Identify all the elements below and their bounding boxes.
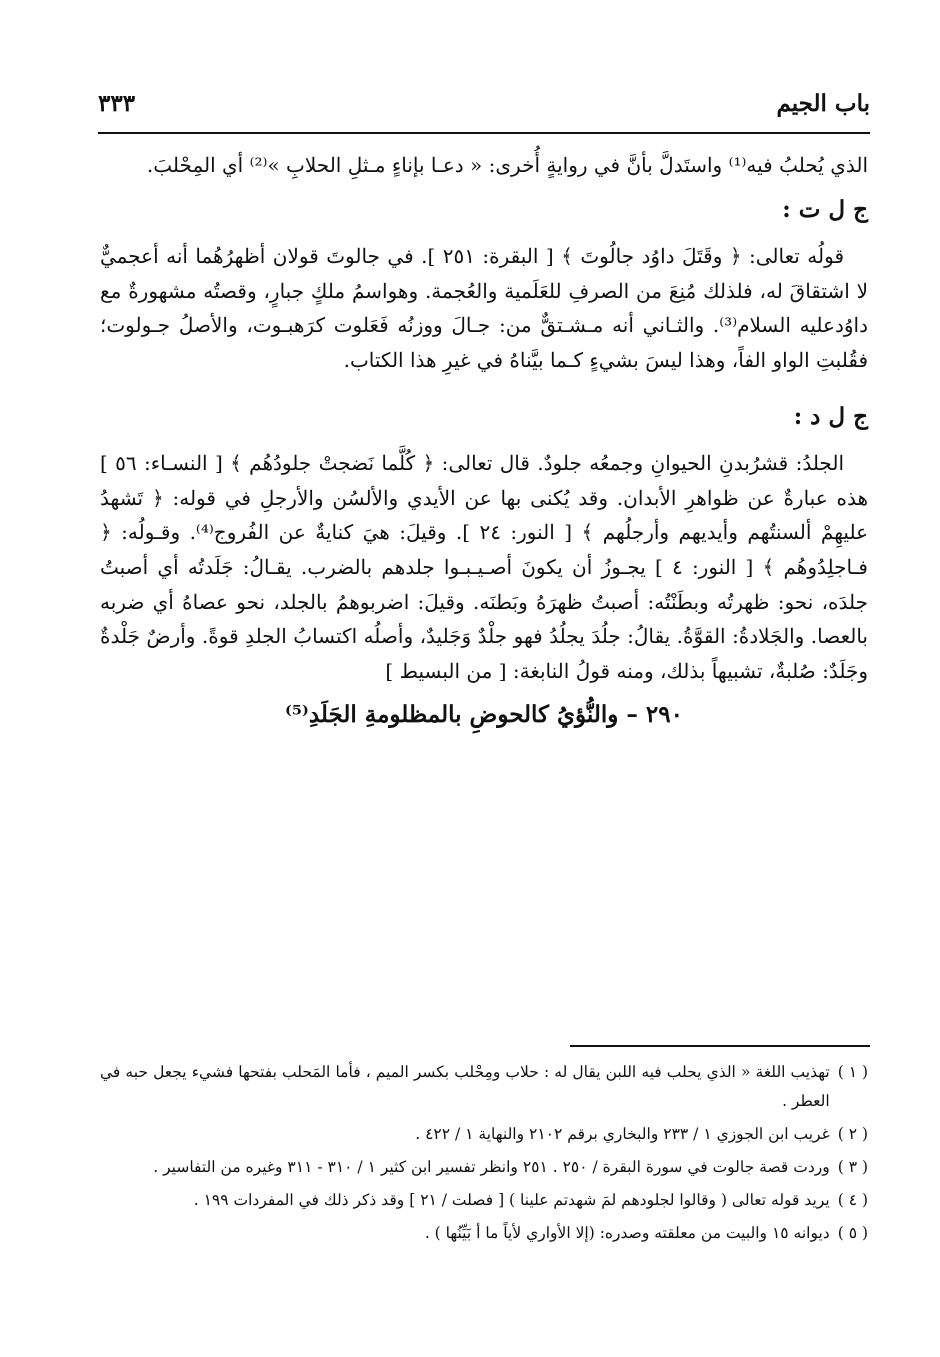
main-text xyxy=(100,148,868,733)
footnote-item xyxy=(100,1058,868,1116)
spacer xyxy=(100,378,868,390)
footnote-number: ( ٥ ) xyxy=(837,1224,868,1242)
footnote-number: ( ٤ ) xyxy=(837,1191,868,1209)
footnote-number: ( ١ ) xyxy=(837,1063,868,1081)
chapter-title: باب الجيم xyxy=(776,90,870,117)
footnote-item xyxy=(100,1153,868,1182)
footnote-text: يريد قوله تعالى ( وقالوا لجلودهم لمَ شهدتم علينا ) [ فصلت / ٢١ ] وقد ذكر ذلك في المفردات ١٩٩ . xyxy=(193,1191,830,1209)
footnote-item xyxy=(100,1219,868,1248)
page-number: ٣٣٣ xyxy=(98,90,136,117)
intro-paragraph: الذي يُحلبُ فيه⁽¹⁾ واستَدلَّ بأنَّ في روايةٍ أُخرى: « دعـا بإناءٍ مـثلِ الحلابِ »⁽²⁾ أي المِحْلبَ. xyxy=(146,153,868,177)
entry-paragraph-jld: الجلدُ: قشرُبدنِ الحيوانِ وجمعُه جلودٌ. قال تعالى: ﴿ كُلَّما نَضجتْ جلودُهُم ﴾ [ النسـاء: ٥٦ ] هذه عبارةٌ عن ظواهرِ الأبدان. وقد يُكنى بها عن الأيدي والألسُن والأرجلِ في قوله: ﴿ تَشهدُ عليهِمْ ألسنتُهم وأيديهم وأرجلُهم ﴾ [ النور: ٢٤ ]. وقيلَ: هيَ كنايةٌ عن الفُروج⁽⁴⁾. وقـولُه: ﴿ فـاجلِدُوهُم ﴾ [ النور: ٤ ] يجـوزُ أن يكونَ أصـيـبـوا جلدهم بالضرب. يقـالُ: جَلَدتُه أي أصبتُ جلدَه، نحو: ظهرتُه وبطَنْتُه: أصبتُ ظهرَهُ وبَطنَه. وقيلَ: اضربوهمُ بالجلد، نحو عصاهُ أي ضربه بالعصا. والجَلادةُ: القوَّةُ. يقالُ: جلُدَ يجلُدُ فهو جلْدٌ وَجَليدٌ، وأصلُه اكتسابُ الجلدِ قوةً. وأرضٌ جَلْدةٌ وجَلَدٌ: صُلبةٌ، تشبيهاً بذلك، ومنه قولُ النابغة: [ من البسيط ] xyxy=(100,451,869,683)
footnote-divider xyxy=(570,1045,870,1047)
entry-heading-jlt: ج ل ت : xyxy=(782,195,868,223)
entry-paragraph-jlt: قولُه تعالى: ﴿ وقَتَلَ داوُد جالُوتَ ﴾ [ البقرة: ٢٥١ ]. في جالوتَ قولان أظهرُهُما أنه أعجميٌّ لا اشتقاقَ له، فلذلك مُنِعَ من الصرفِ للعَلَمية والعُجمة. وهواسمُ ملكٍ جبارٍ، وقصتُه مشهورةٌ مع داوُدعليه السلام⁽³⁾. والثـاني أنه مـشـتقٌّ من: جـالَ ووزنُه فَعَلوت كرَهبـوت، والأصلُ جـولوت؛ فقُلبتِ الواو الفاً، وهذا ليسَ بشيءٍ كـما بيَّناهُ في غيرِ هذا الكتاب. xyxy=(100,244,869,372)
footnote-text: ديوانه ١٥ والبيت من معلقته وصدره: (إلا الأواري لأياً ما أ بَيِّنُها ) . xyxy=(424,1224,830,1242)
footnote-text: تهذيب اللغة « الذي يحلب فيه اللبن يقال له : حلاب ومِحْلب بكسر الميم ، فأما المَحلب بفتحها فشيء يجعل حبه في العطر . xyxy=(100,1063,830,1110)
footnote-item xyxy=(100,1120,868,1149)
entry-heading-jld: ج ل د : xyxy=(793,402,868,430)
running-header xyxy=(98,84,870,128)
footnote-text: غريب ابن الجوزي ١ / ٢٣٣ والبخاري برقم ٢١٠٢ والنهاية ١ / ٤٢٢ . xyxy=(415,1125,830,1143)
header-divider xyxy=(98,132,870,134)
footnote-number: ( ٢ ) xyxy=(837,1125,868,1143)
footnotes xyxy=(100,1058,868,1252)
footnote-item xyxy=(100,1186,868,1215)
poetry-verse: ٢٩٠ – والنُّؤيُ كالحوضِ بالمظلومةِ الجَلَدِ⁽⁵⁾ xyxy=(285,701,683,729)
footnote-number: ( ٣ ) xyxy=(837,1158,868,1176)
footnote-text: وردت قصة جالوت في سورة البقرة / ٢٥٠ . ٢٥١ وانظر تفسير ابن كثير ١ / ٣١٠ - ٣١١ وغيره من التفاسير . xyxy=(153,1158,830,1176)
